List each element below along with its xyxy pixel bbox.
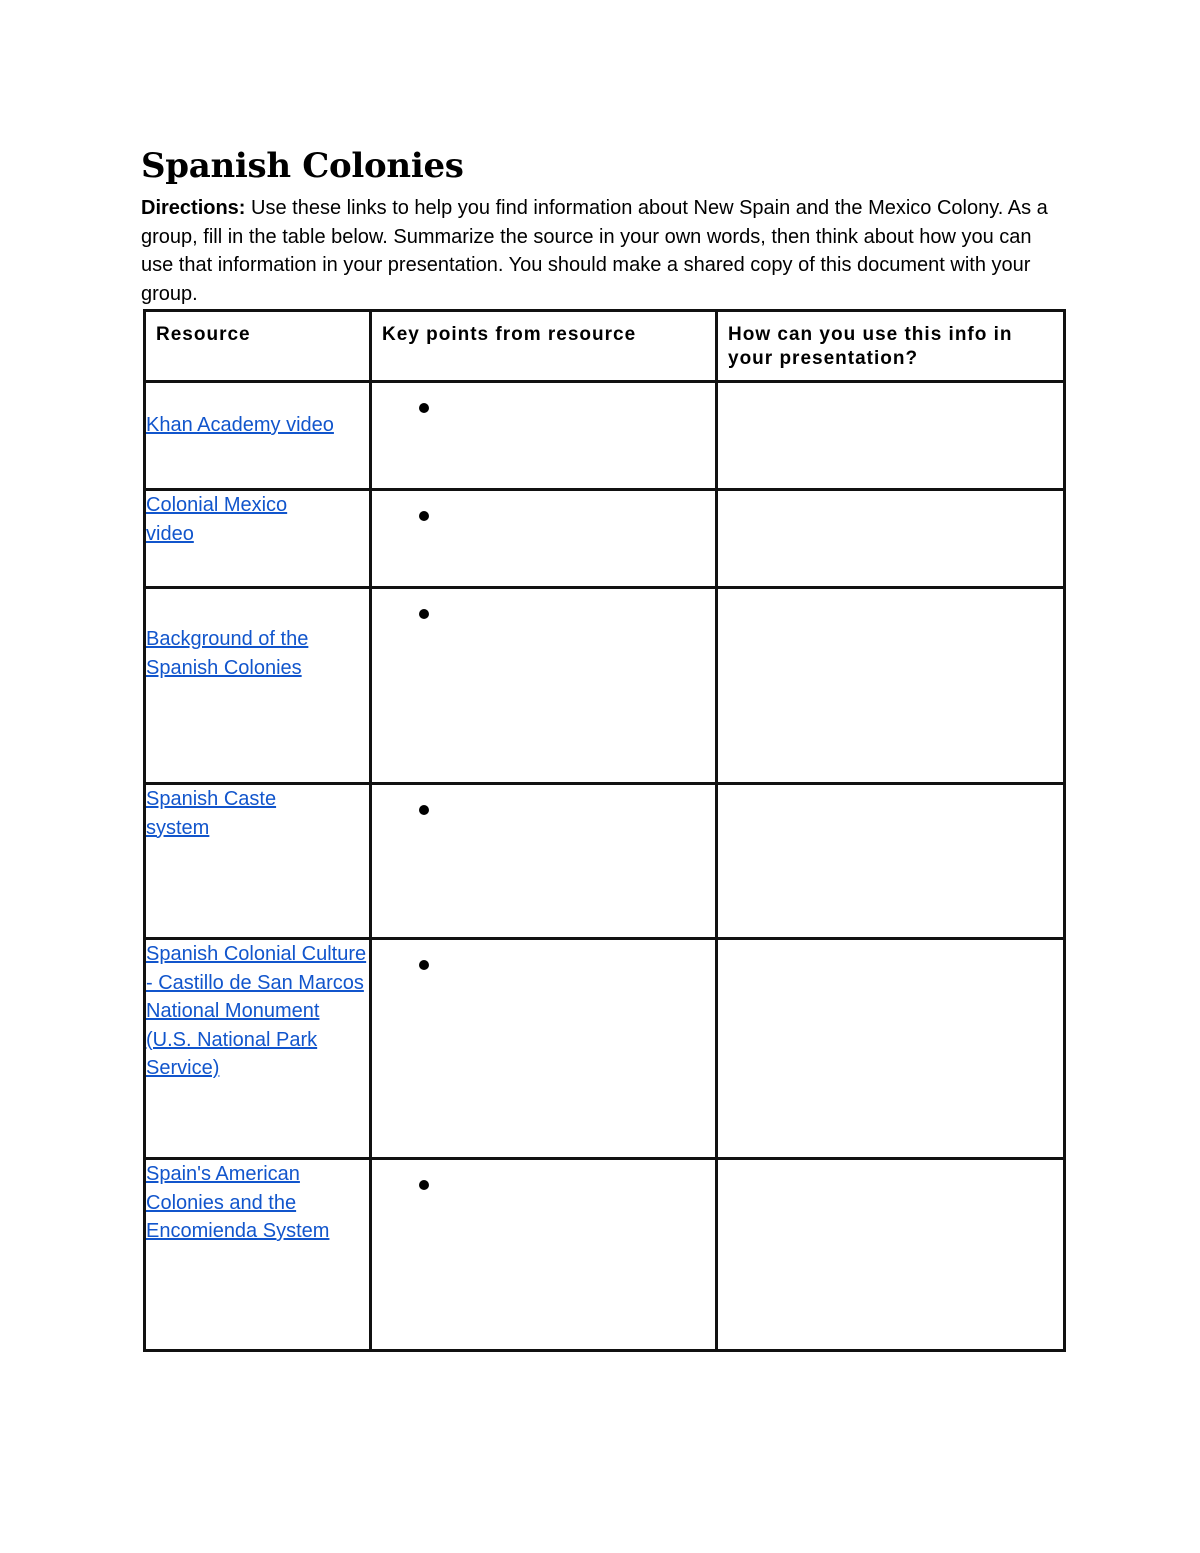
bullet-icon (419, 1180, 429, 1190)
bullet-icon (419, 403, 429, 413)
key-points-cell[interactable] (371, 1159, 717, 1351)
resource-cell (145, 490, 371, 588)
key-points-cell[interactable] (371, 382, 717, 490)
header-resource: Resource (145, 311, 371, 382)
resource-cell (145, 1159, 371, 1351)
key-points-cell[interactable] (371, 588, 717, 784)
bullet-icon (419, 511, 429, 521)
usage-cell[interactable] (717, 939, 1065, 1159)
spanish-colonial-culture-link[interactable]: Spanish Colonial Culture - Castillo de San Marcos National Monument (U.S. National Park Service) (146, 943, 367, 1079)
document-page (141, 140, 1063, 1242)
key-points-cell[interactable] (371, 939, 717, 1159)
resource-table (143, 309, 1066, 1352)
usage-cell[interactable] (717, 1159, 1065, 1351)
bullet-icon (419, 609, 429, 619)
usage-cell[interactable] (717, 588, 1065, 784)
table-row (145, 784, 1065, 939)
table-row (145, 382, 1065, 490)
key-points-cell[interactable] (371, 784, 717, 939)
directions-label: Directions: (141, 197, 246, 219)
bullet-icon (419, 805, 429, 815)
key-points-cell[interactable] (371, 490, 717, 588)
khan-academy-video-link[interactable]: Khan Academy video (146, 414, 334, 436)
encomienda-system-link[interactable]: Spain's American Colonies and the Encomienda System (146, 1163, 330, 1242)
directions-paragraph (141, 194, 1063, 308)
header-usage: How can you use this info in your presentation? (717, 311, 1065, 382)
spanish-caste-system-link[interactable]: Spanish Caste system (146, 788, 277, 839)
table-header-row (145, 311, 1065, 382)
resource-cell (145, 939, 371, 1159)
directions-text: Use these links to help you find information about New Spain and the Mexico Colony. As a group, fill in the table below. Summarize the source in your own words, then think about how you can use that information in your presentation. You should make a shared copy of this document with your group. (141, 197, 1048, 305)
background-spanish-colonies-link[interactable]: Background of the Spanish Colonies (146, 628, 309, 679)
page-title: Spanish Colonies (141, 146, 464, 186)
resource-cell (145, 382, 371, 490)
bullet-icon (419, 960, 429, 970)
usage-cell[interactable] (717, 784, 1065, 939)
resource-cell (145, 588, 371, 784)
resource-cell (145, 784, 371, 939)
table-row (145, 1159, 1065, 1351)
usage-cell[interactable] (717, 382, 1065, 490)
colonial-mexico-video-link[interactable]: Colonial Mexico video (146, 494, 288, 545)
table-row (145, 939, 1065, 1159)
table-row (145, 588, 1065, 784)
usage-cell[interactable] (717, 490, 1065, 588)
table-row (145, 490, 1065, 588)
header-key-points: Key points from resource (371, 311, 717, 382)
